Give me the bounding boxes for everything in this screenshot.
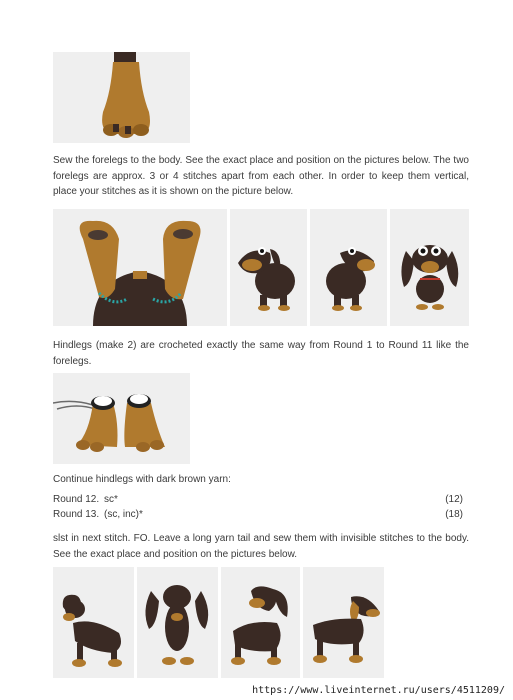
photo-dachshund-front-left (230, 209, 307, 326)
photo-dachshund-front (390, 209, 469, 326)
photo-dachshund-side-3 (221, 567, 300, 678)
round-instruction: (sc, inc)* (104, 509, 143, 520)
photo-dachshund-side-1 (53, 567, 134, 678)
round-row (53, 492, 463, 507)
hindlegs-paragraph: Hindlegs (make 2) are crocheted exactly the same way from Round 1 to Round 11 like the forelegs. (53, 340, 469, 367)
finish-paragraph: slst in next stitch. FO. Leave a long yarn tail and sew them with invisible stitches to the body. See the exact place and position on the pictures below. (53, 533, 469, 560)
watermark-url: https://www.liveinternet.ru/users/4511209/ (252, 685, 505, 696)
round-name: Round 13. (53, 509, 100, 520)
photo-hindlegs (53, 373, 190, 464)
round-instruction: sc* (104, 494, 118, 505)
continue-paragraph: Continue hindlegs with dark brown yarn: (53, 474, 231, 485)
round-name: Round 12. (53, 494, 100, 505)
photo-dachshund-front-right (310, 209, 387, 326)
rounds-list (53, 492, 463, 522)
round-row (53, 507, 463, 522)
photo-dachshund-side-2 (137, 567, 218, 678)
round-stitch-count: (18) (445, 509, 463, 520)
photo-forelegs-on-body (53, 209, 227, 326)
photo-foreleg (53, 52, 190, 143)
photo-dachshund-side-4 (303, 567, 384, 678)
round-stitch-count: (12) (445, 494, 463, 505)
forelegs-paragraph: Sew the forelegs to the body. See the exact place and position on the pictures below. The two forelegs are approx. 3 or 4 stitches apart from each other. In order to keep them vertical, place your stitches as it is shown on the picture below. (53, 155, 469, 197)
